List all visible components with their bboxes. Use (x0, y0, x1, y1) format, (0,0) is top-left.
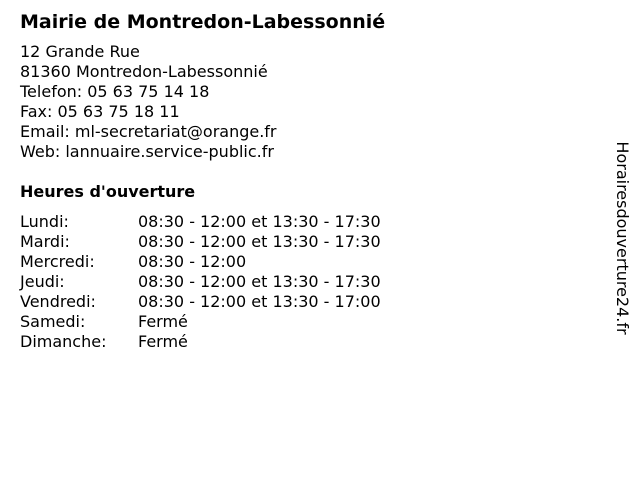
email-address: Email: ml-secretariat@orange.fr (20, 122, 277, 141)
hours-row-tuesday (20, 232, 600, 252)
opening-hours-heading: Heures d'ouverture (20, 182, 196, 201)
hours-day: Mercredi: (20, 252, 95, 271)
hours-day: Dimanche: (20, 332, 107, 351)
hours-row-wednesday (20, 252, 600, 272)
hours-row-monday (20, 212, 600, 232)
hours-time: 08:30 - 12:00 et 13:30 - 17:30 (138, 212, 381, 231)
hours-time: 08:30 - 12:00 (138, 252, 247, 271)
hours-day: Jeudi: (20, 272, 65, 291)
hours-row-sunday (20, 332, 600, 352)
hours-day: Lundi: (20, 212, 69, 231)
hours-row-thursday (20, 272, 600, 292)
opening-hours-table (20, 212, 600, 352)
hours-time: 08:30 - 12:00 et 13:30 - 17:30 (138, 232, 381, 251)
hours-time: Fermé (138, 312, 188, 331)
hours-day: Samedi: (20, 312, 86, 331)
address-street: 12 Grande Rue (20, 42, 140, 61)
hours-row-saturday (20, 312, 600, 332)
contact-block (20, 42, 600, 162)
hours-day: Mardi: (20, 232, 70, 251)
office-card (20, 8, 600, 352)
fax-number: Fax: 05 63 75 18 11 (20, 102, 180, 121)
phone-number: Telefon: 05 63 75 14 18 (20, 82, 210, 101)
address-city: 81360 Montredon-Labessonnié (20, 62, 268, 81)
site-watermark: Horairesdouverture24.fr (613, 141, 632, 335)
page-title: Mairie de Montredon-Labessonnié (20, 11, 386, 33)
hours-time: 08:30 - 12:00 et 13:30 - 17:00 (138, 292, 381, 311)
hours-row-friday (20, 292, 600, 312)
hours-time: Fermé (138, 332, 188, 351)
hours-day: Vendredi: (20, 292, 96, 311)
hours-time: 08:30 - 12:00 et 13:30 - 17:30 (138, 272, 381, 291)
website: Web: lannuaire.service-public.fr (20, 142, 274, 161)
